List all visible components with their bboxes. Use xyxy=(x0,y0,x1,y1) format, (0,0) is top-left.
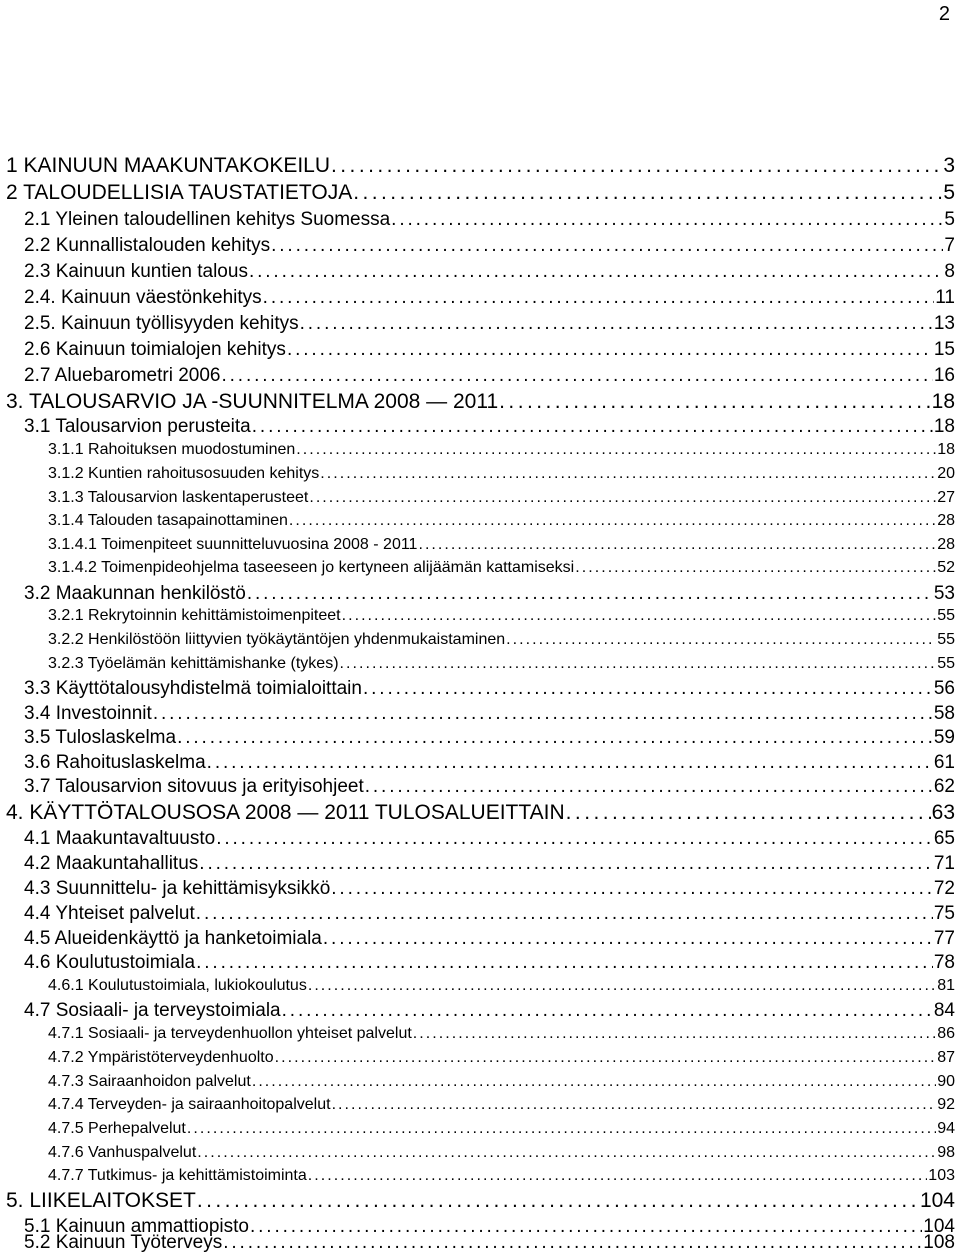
toc-entry-label: 1 KAINUUN MAAKUNTAKOKEILU xyxy=(6,154,331,177)
toc-dot-leader xyxy=(177,727,933,749)
toc-entry-page: 84 xyxy=(933,1000,955,1021)
toc-entry-page: 28 xyxy=(937,512,955,529)
toc-entry-page: 28 xyxy=(937,536,955,553)
toc-entry-label: 4.2 Maakuntahallitus xyxy=(24,853,199,874)
toc-entry-page: 52 xyxy=(937,559,955,576)
toc-entry-label: 2.2 Kunnallistalouden kehitys xyxy=(24,235,271,256)
toc-entry-label: 3.1.4 Talouden tasapainottaminen xyxy=(48,512,288,529)
toc-entry-2-5[interactable] xyxy=(24,313,955,337)
toc-entry-label: 4.6 Koulutustoimiala xyxy=(24,952,196,973)
toc-dot-leader xyxy=(197,1144,936,1162)
toc-entry-3-1-4-2[interactable] xyxy=(48,559,955,581)
toc-entry-label: 3.2.3 Työelämän kehittämishanke (tykes) xyxy=(48,655,339,672)
toc-entry-page: 62 xyxy=(933,776,955,797)
toc-entry-3-6[interactable] xyxy=(24,752,955,776)
toc-dot-leader xyxy=(249,261,943,283)
toc-entry-3-2[interactable] xyxy=(24,583,955,607)
toc-dot-leader xyxy=(323,928,933,950)
toc-dot-leader xyxy=(252,416,933,438)
toc-dot-leader xyxy=(575,559,936,577)
toc-entry-page: 20 xyxy=(937,465,955,482)
toc-entry-2-7[interactable] xyxy=(24,365,955,389)
toc-entry-page: 18 xyxy=(937,441,955,458)
toc-entry-page: 63 xyxy=(931,801,955,824)
toc-entry-3-5[interactable] xyxy=(24,727,955,751)
toc-entry-page: 92 xyxy=(937,1096,955,1113)
toc-entry-page: 13 xyxy=(933,313,955,334)
toc-entry-page: 104 xyxy=(919,1189,955,1212)
toc-entry-page: 75 xyxy=(933,903,955,924)
toc-entry-page: 59 xyxy=(933,727,955,748)
toc-entry-label: 4.7.3 Sairaanhoidon palvelut xyxy=(48,1073,251,1090)
toc-entry-3-1-3[interactable] xyxy=(48,489,955,511)
toc-entry-label: 2.5. Kainuun työllisyyden kehitys xyxy=(24,313,299,334)
toc-entry-page: 3 xyxy=(943,154,955,177)
toc-entry-3-7[interactable] xyxy=(24,776,955,800)
toc-entry-label: 3.5 Tuloslaskelma xyxy=(24,727,177,748)
toc-entry-4[interactable] xyxy=(6,801,955,827)
toc-entry-label: 3.1 Talousarvion perusteita xyxy=(24,416,251,437)
toc-entry-label: 4.7.5 Perhepalvelut xyxy=(48,1120,186,1137)
toc-entry-4-7-7[interactable] xyxy=(48,1167,955,1189)
toc-entry-4-4[interactable] xyxy=(24,903,955,927)
toc-entry-page: 53 xyxy=(933,583,955,604)
toc-entry-page: 15 xyxy=(933,339,955,360)
toc-entry-4-7-4[interactable] xyxy=(48,1096,955,1118)
toc-entry-page: 55 xyxy=(937,655,955,672)
toc-dot-leader xyxy=(221,365,932,387)
toc-dot-leader xyxy=(252,1073,936,1091)
toc-entry-label: 4.7.4 Terveyden- ja sairaanhoitopalvelut xyxy=(48,1096,331,1113)
toc-dot-leader xyxy=(187,1120,936,1138)
toc-dot-leader xyxy=(332,1096,937,1114)
toc-entry-page: 5 xyxy=(943,181,955,204)
toc-entry-3[interactable] xyxy=(6,390,955,416)
toc-entry-2-4[interactable] xyxy=(24,287,955,311)
toc-entry-label: 4.7.1 Sosiaali- ja terveydenhuollon yhteiset palvelut xyxy=(48,1025,412,1042)
toc-dot-leader xyxy=(207,752,933,774)
toc-entry-3-3[interactable] xyxy=(24,678,955,702)
toc-dot-leader xyxy=(223,1232,922,1254)
toc-entry-label: 5.1 Kainuun ammattiopisto xyxy=(24,1216,249,1237)
toc-dot-leader xyxy=(499,390,930,414)
toc-entry-page: 58 xyxy=(933,703,955,724)
toc-entry-page: 55 xyxy=(937,631,955,648)
toc-entry-page: 7 xyxy=(944,235,955,256)
toc-entry-label: 3.1.4.2 Toimenpideohjelma taseeseen jo kertyneen alijäämän kattamiseksi xyxy=(48,559,575,576)
toc-dot-leader xyxy=(308,1167,928,1185)
toc-dot-leader xyxy=(153,703,933,725)
toc-dot-leader xyxy=(282,1000,933,1022)
toc-entry-page: 90 xyxy=(937,1073,955,1090)
toc-entry-page: 104 xyxy=(923,1216,955,1237)
toc-entry-2-2[interactable] xyxy=(24,235,955,259)
toc-entry-3-1-4-1[interactable] xyxy=(48,536,955,558)
toc-dot-leader xyxy=(331,154,942,178)
toc-entry-page: 65 xyxy=(933,828,955,849)
toc-entry-3-1-4[interactable] xyxy=(48,512,955,534)
toc-entry-5[interactable] xyxy=(6,1189,955,1215)
toc-entry-label: 2 TALOUDELLISIA TAUSTATIETOJA xyxy=(6,181,353,204)
toc-entry-3-2-3[interactable] xyxy=(48,655,955,677)
toc-entry-page: 78 xyxy=(933,952,955,973)
toc-entry-page: 27 xyxy=(937,489,955,506)
toc-dot-leader xyxy=(196,903,933,925)
toc-entry-4-7-5[interactable] xyxy=(48,1120,955,1142)
toc-dot-leader xyxy=(418,536,936,554)
toc-entry-page: 11 xyxy=(935,287,955,308)
toc-entry-label: 4.7.2 Ympäristöterveydenhuolto xyxy=(48,1049,274,1066)
toc-entry-2-3[interactable] xyxy=(24,261,955,285)
toc-dot-leader xyxy=(309,489,936,507)
toc-entry-4-6[interactable] xyxy=(24,952,955,976)
toc-entry-5-2[interactable] xyxy=(24,1232,955,1256)
toc-dot-leader xyxy=(199,853,933,875)
toc-dot-leader xyxy=(287,339,933,361)
toc-dot-leader xyxy=(197,1189,919,1213)
toc-entry-label: 3. TALOUSARVIO JA -SUUNNITELMA 2008 — 2011 xyxy=(6,390,499,413)
toc-dot-leader xyxy=(216,828,933,850)
toc-dot-leader xyxy=(506,631,936,649)
toc-entry-label: 2.6 Kainuun toimialojen kehitys xyxy=(24,339,286,360)
toc-dot-leader xyxy=(320,465,936,483)
toc-dot-leader xyxy=(289,512,936,530)
page-number: 2 xyxy=(938,3,950,25)
toc-entry-label: 5.2 Kainuun Työterveys xyxy=(24,1232,223,1253)
toc-entry-4-5[interactable] xyxy=(24,928,955,952)
toc-entry-label: 3.1.3 Talousarvion laskentaperusteet xyxy=(48,489,309,506)
toc-entry-label: 4.7 Sosiaali- ja terveystoimiala xyxy=(24,1000,281,1021)
toc-dot-leader xyxy=(391,209,943,231)
toc-entry-label: 4.6.1 Koulutustoimiala, lukiokoulutus xyxy=(48,977,307,994)
toc-entry-label: 2.4. Kainuun väestönkehitys xyxy=(24,287,262,308)
toc-entry-label: 4.7.7 Tutkimus- ja kehittämistoiminta xyxy=(48,1167,307,1184)
toc-entry-2-6[interactable] xyxy=(24,339,955,363)
toc-dot-leader xyxy=(275,1049,937,1067)
toc-entry-3-1-2[interactable] xyxy=(48,465,955,487)
toc-entry-label: 3.1.1 Rahoituksen muodostuminen xyxy=(48,441,296,458)
toc-entry-page: 86 xyxy=(937,1025,955,1042)
toc-entry-page: 81 xyxy=(937,977,955,994)
toc-entry-4-1[interactable] xyxy=(24,828,955,852)
toc-entry-4-2[interactable] xyxy=(24,853,955,877)
toc-entry-label: 5. LIIKELAITOKSET xyxy=(6,1189,196,1212)
toc-entry-label: 2.7 Aluebarometri 2006 xyxy=(24,365,221,386)
toc-entry-4-7-6[interactable] xyxy=(48,1144,955,1166)
toc-dot-leader xyxy=(340,655,937,673)
toc-entry-1[interactable] xyxy=(6,154,955,180)
toc-dot-leader xyxy=(247,583,933,605)
toc-entry-page: 5 xyxy=(944,209,955,230)
toc-dot-leader xyxy=(365,776,933,798)
toc-dot-leader xyxy=(342,607,937,625)
toc-entry-3-1[interactable] xyxy=(24,416,955,440)
toc-entry-page: 18 xyxy=(933,416,955,437)
toc-entry-page: 71 xyxy=(933,853,955,874)
toc-entry-4-6-1[interactable] xyxy=(48,977,955,999)
toc-entry-page: 18 xyxy=(931,390,955,413)
toc-dot-leader xyxy=(566,801,931,825)
toc-entry-label: 4. KÄYTTÖTALOUSOSA 2008 — 2011 TULOSALUEITTAIN xyxy=(6,801,565,824)
toc-entry-page: 56 xyxy=(933,678,955,699)
toc-entry-4-3[interactable] xyxy=(24,878,955,902)
toc-entry-2-1[interactable] xyxy=(24,209,955,233)
toc-entry-page: 8 xyxy=(944,261,955,282)
toc-entry-page: 61 xyxy=(933,752,955,773)
toc-entry-label: 3.1.4.1 Toimenpiteet suunnitteluvuosina 2008 - 2011 xyxy=(48,536,418,553)
toc-entry-label: 3.1.2 Kuntien rahoitusosuuden kehitys xyxy=(48,465,320,482)
toc-entry-3-2-2[interactable] xyxy=(48,631,955,653)
toc-entry-label: 4.7.6 Vanhuspalvelut xyxy=(48,1144,197,1161)
toc-entry-4-7-2[interactable] xyxy=(48,1049,955,1071)
toc-entry-page: 94 xyxy=(937,1120,955,1137)
toc-entry-label: 4.1 Maakuntavaltuusto xyxy=(24,828,216,849)
toc-dot-leader xyxy=(353,181,942,205)
toc-entry-4-7-1[interactable] xyxy=(48,1025,955,1047)
toc-entry-page: 103 xyxy=(928,1167,955,1184)
toc-entry-4-7-3[interactable] xyxy=(48,1073,955,1095)
toc-entry-page: 72 xyxy=(933,878,955,899)
toc-entry-3-4[interactable] xyxy=(24,703,955,727)
toc-entry-page: 77 xyxy=(933,928,955,949)
toc-entry-label: 3.4 Investoinnit xyxy=(24,703,152,724)
toc-dot-leader xyxy=(263,287,935,309)
toc-entry-label: 2.3 Kainuun kuntien talous xyxy=(24,261,248,282)
toc-dot-leader xyxy=(296,441,936,459)
toc-entry-label: 3.2 Maakunnan henkilöstö xyxy=(24,583,246,604)
toc-entry-page: 87 xyxy=(937,1049,955,1066)
toc-entry-4-7[interactable] xyxy=(24,1000,955,1024)
toc-entry-2[interactable] xyxy=(6,181,955,207)
toc-entry-label: 4.5 Alueidenkäyttö ja hanketoimiala xyxy=(24,928,322,949)
toc-dot-leader xyxy=(331,878,933,900)
toc-dot-leader xyxy=(363,678,933,700)
toc-dot-leader xyxy=(308,977,936,995)
toc-entry-page: 16 xyxy=(933,365,955,386)
toc-entry-label: 3.2.2 Henkilöstöön liittyvien työkäytäntöjen yhdenmukaistaminen xyxy=(48,631,506,648)
toc-entry-3-2-1[interactable] xyxy=(48,607,955,629)
toc-dot-leader xyxy=(196,952,933,974)
toc-entry-label: 4.3 Suunnittelu- ja kehittämisyksikkö xyxy=(24,878,331,899)
toc-dot-leader xyxy=(413,1025,936,1043)
toc-entry-label: 3.3 Käyttötalousyhdistelmä toimialoittain xyxy=(24,678,362,699)
toc-entry-label: 2.1 Yleinen taloudellinen kehitys Suomessa xyxy=(24,209,391,230)
toc-dot-leader xyxy=(300,313,933,335)
toc-entry-3-1-1[interactable] xyxy=(48,441,955,463)
toc-entry-label: 3.7 Talousarvion sitovuus ja erityisohjeet xyxy=(24,776,364,797)
toc-entry-label: 3.6 Rahoituslaskelma xyxy=(24,752,206,773)
toc-entry-label: 4.4 Yhteiset palvelut xyxy=(24,903,195,924)
toc-entry-page: 55 xyxy=(937,607,955,624)
toc-entry-page: 108 xyxy=(923,1232,955,1253)
toc-dot-leader xyxy=(271,235,943,257)
toc-entry-label: 3.2.1 Rekrytoinnin kehittämistoimenpiteet xyxy=(48,607,341,624)
toc-entry-page: 98 xyxy=(937,1144,955,1161)
